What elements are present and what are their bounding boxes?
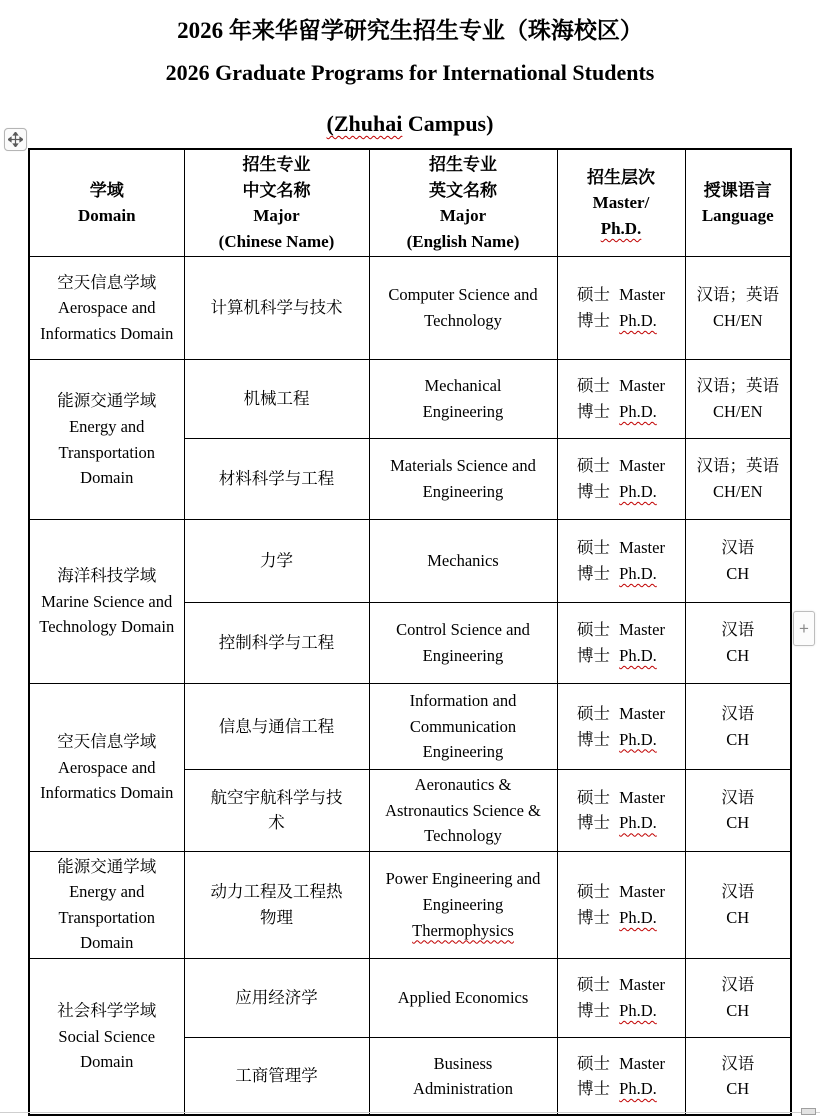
header-level-line [563, 216, 680, 242]
cell-level [557, 257, 685, 360]
cell-major-zh: 计算机科学与技术 [184, 257, 369, 360]
move-cross-icon [8, 132, 23, 147]
misspelling-squiggle: Ph.D. [619, 1000, 657, 1020]
cell-domain [29, 520, 184, 684]
level-line: 硕士 Master [577, 882, 665, 902]
misspelling-squiggle: Ph.D. [619, 564, 657, 583]
horizontal-scrollbar-track[interactable] [0, 1112, 820, 1113]
cell-level [557, 603, 685, 684]
doc-title-english: 2026 Graduate Programs for International Students [165, 60, 655, 85]
table-row [29, 684, 791, 770]
campus-title-rest: Campus) [402, 111, 494, 136]
cell-major-en: Materials Science and Engineering [369, 439, 557, 520]
level-lines [577, 701, 665, 752]
cell-language [685, 684, 791, 770]
header-major-chinese-line: 中文名称 [242, 180, 311, 200]
language-line: CH [726, 1000, 750, 1020]
header-major-english-line: (English Name) [406, 231, 520, 251]
level-line: 博士 Ph.D. [577, 311, 657, 330]
header-language [685, 149, 791, 257]
doc-title-chinese: 2026 年来华留学研究生招生专业（珠海校区） [177, 18, 643, 43]
table-row [29, 360, 791, 439]
cell-level [557, 360, 685, 439]
misspelling-squiggle: Ph.D. [619, 1079, 657, 1099]
cell-domain [29, 360, 184, 520]
expand-plus-button[interactable]: + [793, 611, 815, 646]
level-line: 硕士 Master [577, 703, 665, 723]
level-lines [577, 879, 665, 930]
table-row [29, 257, 791, 360]
table-row [29, 851, 791, 958]
level-lines [577, 617, 665, 668]
domain-name-en: Marine Science and Technology Domain [39, 591, 175, 637]
misspelling-squiggle: Ph.D. [600, 218, 642, 238]
cell-level [557, 851, 685, 958]
header-major-english-line: 英文名称 [429, 180, 497, 200]
cell-major-en: Mechanics [369, 520, 557, 603]
cell-language [685, 360, 791, 439]
header-language-line: Language [701, 206, 774, 225]
language-line: 汉语 [721, 975, 755, 995]
language-line: CH/EN [713, 311, 763, 330]
scrollbar-corner [801, 1108, 816, 1115]
cell-major-en: Business Administration [369, 1037, 557, 1115]
language-line: 汉语 [721, 703, 755, 723]
misspelling-squiggle: Ph.D. [619, 729, 657, 749]
cell-domain [29, 257, 184, 360]
cell-level [557, 1037, 685, 1115]
language-line: 汉语 [721, 882, 755, 902]
cell-language [685, 257, 791, 360]
level-line: 博士 Ph.D. [577, 729, 657, 749]
cell-level [557, 684, 685, 770]
header-domain-line: 学域 [89, 180, 124, 200]
level-line: 博士 Ph.D. [577, 1000, 657, 1020]
header-level [557, 149, 685, 257]
language-line: CH [726, 907, 750, 927]
language-line: 汉语；英语 [696, 456, 779, 476]
cell-major-zh: 航空宇航科学与技术 [184, 770, 369, 852]
domain-name-en: Energy and Transportation Domain [58, 416, 156, 488]
header-major-chinese-line: Major [253, 206, 300, 225]
domain-name-zh: 能源交通学域 [57, 391, 157, 411]
level-line: 博士 Ph.D. [577, 1079, 657, 1099]
cell-major-en: Power Engineering and Engineering Thermophysics [369, 851, 557, 958]
header-level-line: 招生层次 [587, 167, 655, 187]
header-major-english-line: 招生专业 [429, 155, 497, 174]
header-domain [29, 149, 184, 257]
cell-major-en: Aeronautics & Astronautics Science & Technology [369, 770, 557, 852]
domain-name-en: Aerospace and Informatics Domain [40, 298, 174, 343]
level-lines [577, 535, 665, 586]
cell-language [685, 520, 791, 603]
domain-name-zh: 空天信息学域 [57, 732, 157, 751]
level-line: 博士 Ph.D. [577, 907, 657, 927]
cell-level [557, 958, 685, 1037]
level-line: 博士 Ph.D. [577, 813, 657, 833]
cell-major-en: Information and Communication Engineering [369, 684, 557, 770]
level-lines [577, 785, 665, 836]
language-line: 汉语 [721, 538, 755, 558]
cell-level [557, 520, 685, 603]
header-major-chinese-line: (Chinese Name) [218, 231, 335, 251]
cell-major-zh: 动力工程及工程热物理 [184, 851, 369, 958]
level-line: 硕士 Master [577, 620, 665, 640]
level-line: 硕士 Master [577, 285, 665, 305]
language-line: 汉语 [721, 787, 755, 807]
header-major-chinese [184, 149, 369, 257]
cell-domain [29, 684, 184, 852]
cell-major-zh: 控制科学与工程 [184, 603, 369, 684]
domain-name-en: Social Science Domain [58, 1026, 156, 1072]
level-lines [577, 1051, 665, 1102]
cell-major-zh: 材料科学与工程 [184, 439, 369, 520]
cell-major-zh: 力学 [184, 520, 369, 603]
language-line: 汉语；英语 [696, 285, 779, 305]
language-line: CH [726, 1079, 750, 1099]
level-line: 硕士 Master [577, 538, 665, 558]
cell-language [685, 439, 791, 520]
language-line: 汉语 [721, 1053, 755, 1073]
level-line: 硕士 Master [577, 1053, 665, 1073]
language-line: 汉语 [721, 620, 755, 640]
level-line: 博士 Ph.D. [577, 564, 657, 583]
header-domain-line: Domain [77, 206, 136, 225]
cell-language [685, 770, 791, 852]
header-major-chinese-line: 招生专业 [242, 155, 311, 174]
campus-misspelling-squiggle: (Zhuhai [326, 111, 403, 136]
misspelling-squiggle: Ph.D. [619, 311, 657, 330]
domain-name-zh: 空天信息学域 [57, 272, 157, 292]
language-line: CH [726, 813, 750, 833]
cell-major-en: Mechanical Engineering [369, 360, 557, 439]
domain-name-zh: 社会科学学域 [57, 1001, 157, 1021]
level-lines [577, 972, 665, 1023]
table-row [29, 958, 791, 1037]
header-level-line: Master/ [592, 193, 650, 213]
cell-domain [29, 851, 184, 958]
table-move-handle[interactable] [4, 128, 27, 151]
domain-name-en: Aerospace and Informatics Domain [40, 757, 174, 803]
cell-domain [29, 958, 184, 1115]
language-line: 汉语；英语 [696, 376, 779, 396]
cell-major-en: Computer Science and Technology [369, 257, 557, 360]
language-line: CH [726, 729, 750, 749]
level-line: 博士 Ph.D. [577, 482, 657, 501]
domain-name-zh: 能源交通学域 [57, 856, 157, 876]
level-line: 硕士 Master [577, 456, 665, 476]
cell-level [557, 439, 685, 520]
header-major-english [369, 149, 557, 257]
misspelling-squiggle: Thermophysics [412, 920, 514, 940]
level-line: 硕士 Master [577, 787, 665, 807]
level-lines [577, 373, 665, 424]
language-line: CH [726, 564, 750, 583]
misspelling-squiggle: Ph.D. [619, 813, 657, 833]
level-line: 硕士 Master [577, 376, 665, 396]
header-language-line: 授课语言 [703, 180, 772, 200]
programs-table [28, 148, 792, 1116]
domain-name-zh: 海洋科技学域 [57, 566, 157, 586]
misspelling-squiggle: Ph.D. [619, 907, 657, 927]
misspelling-squiggle: Ph.D. [619, 646, 657, 665]
cell-major-zh: 信息与通信工程 [184, 684, 369, 770]
doc-title-campus [0, 111, 820, 137]
cell-major-zh: 应用经济学 [184, 958, 369, 1037]
level-line: 硕士 Master [577, 975, 665, 995]
header-major-english-line: Major [439, 206, 487, 225]
misspelling-squiggle: Ph.D. [619, 402, 657, 421]
cell-major-en: Applied Economics [369, 958, 557, 1037]
table-row [29, 520, 791, 603]
level-line: 博士 Ph.D. [577, 402, 657, 421]
language-line: CH [726, 646, 750, 665]
cell-major-en: Control Science and Engineering [369, 603, 557, 684]
cell-major-zh: 机械工程 [184, 360, 369, 439]
level-lines [577, 282, 665, 333]
language-line: CH/EN [713, 482, 763, 501]
level-line: 博士 Ph.D. [577, 646, 657, 665]
cell-level [557, 770, 685, 852]
header-row [29, 149, 791, 257]
cell-language [685, 958, 791, 1037]
level-lines [577, 453, 665, 504]
cell-language [685, 603, 791, 684]
domain-name-en: Energy and Transportation Domain [58, 882, 156, 953]
language-line: CH/EN [713, 402, 763, 421]
cell-major-zh: 工商管理学 [184, 1037, 369, 1115]
cell-language [685, 851, 791, 958]
cell-language [685, 1037, 791, 1115]
misspelling-squiggle: Ph.D. [619, 482, 657, 501]
